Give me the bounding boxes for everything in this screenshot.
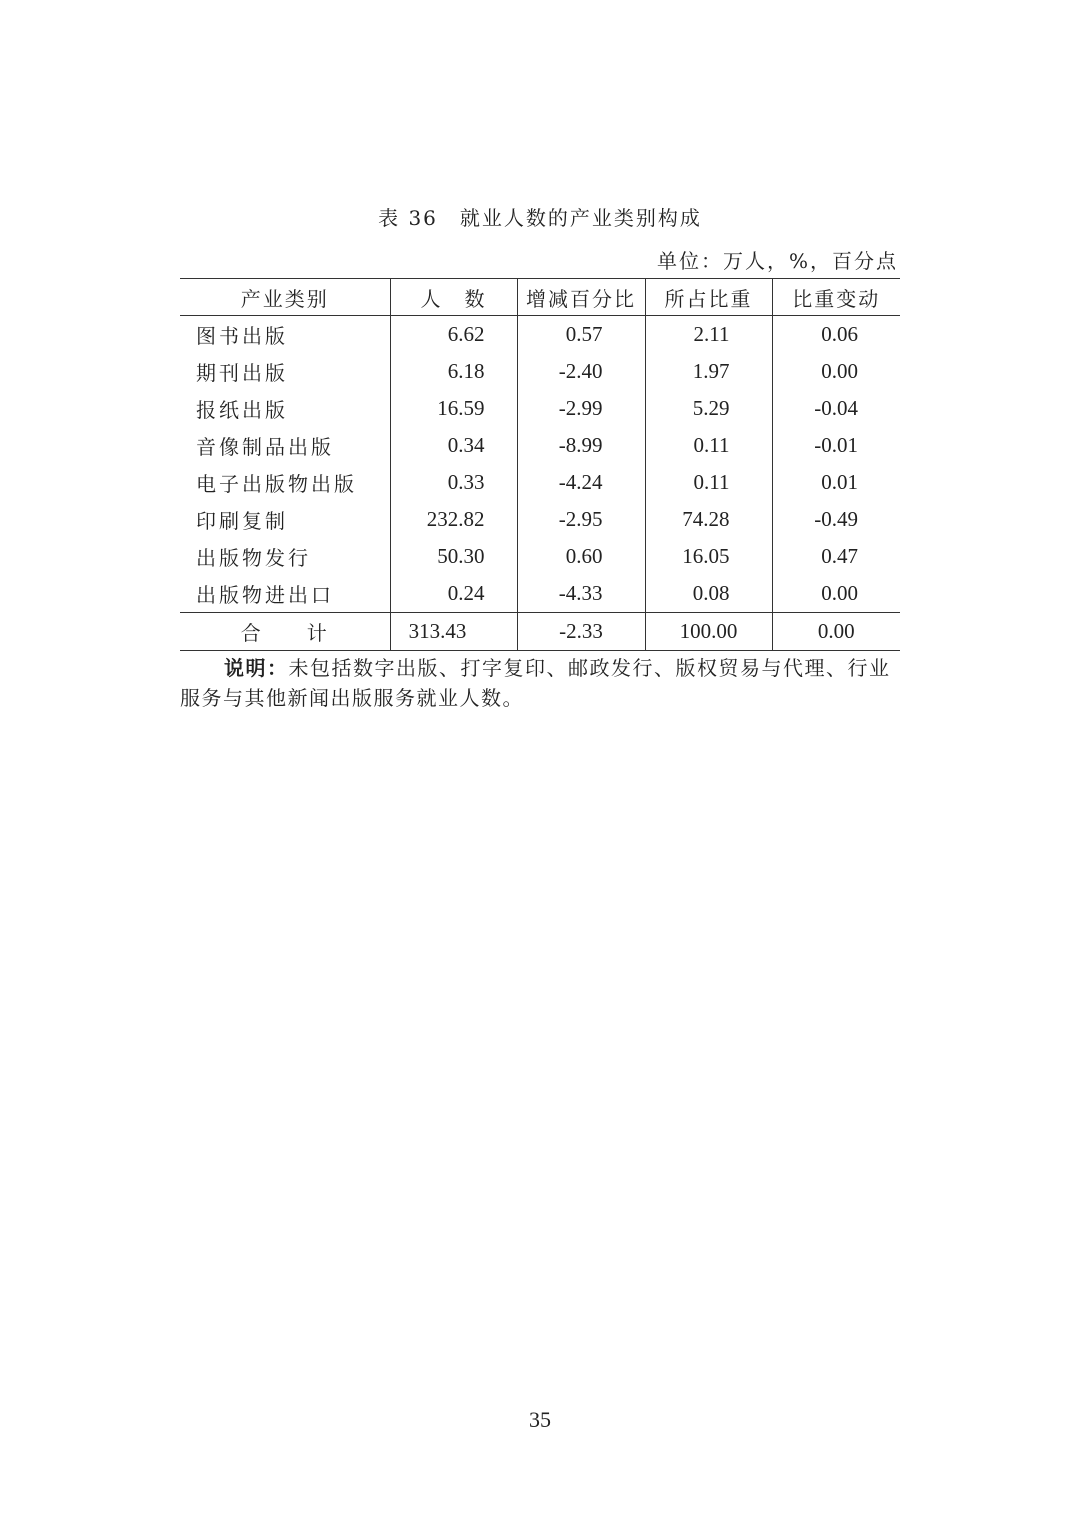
header-change-pct: 增减百分比: [517, 279, 645, 316]
category-cell: 印刷复制: [196, 509, 288, 533]
total-count-cell: 313.43: [390, 613, 517, 651]
change-pct-cell: -2.99: [517, 390, 645, 427]
share-cell: 1.97: [645, 353, 772, 390]
count-cell: 0.33: [390, 464, 517, 501]
change-pct-cell: -8.99: [517, 427, 645, 464]
share-change-cell: 0.47: [772, 538, 900, 575]
category-cell: 电子出版物出版: [196, 472, 357, 496]
category-cell: 图书出版: [196, 324, 288, 348]
table-row: [180, 353, 900, 390]
share-change-cell: -0.49: [772, 501, 900, 538]
header-share-change: 比重变动: [772, 279, 900, 316]
change-pct-cell: -4.33: [517, 575, 645, 613]
count-cell: 6.18: [390, 353, 517, 390]
header-row: [180, 279, 900, 316]
total-share-cell: 100.00: [645, 613, 772, 651]
header-category: 产业类别: [240, 286, 329, 311]
count-cell: 0.34: [390, 427, 517, 464]
share-cell: 74.28: [645, 501, 772, 538]
share-cell: 0.08: [645, 575, 772, 613]
table-row: [180, 390, 900, 427]
change-pct-cell: -4.24: [517, 464, 645, 501]
change-pct-cell: 0.57: [517, 316, 645, 354]
category-cell: 音像制品出版: [196, 435, 334, 459]
table-row: [180, 538, 900, 575]
change-pct-cell: 0.60: [517, 538, 645, 575]
employment-table: [180, 278, 900, 651]
category-cell: 出版物进出口: [196, 583, 334, 607]
table-row: [180, 427, 900, 464]
share-cell: 2.11: [645, 316, 772, 354]
category-cell: 期刊出版: [196, 361, 288, 385]
unit-label: 单位：万人，%，百分点: [656, 249, 898, 273]
share-change-cell: 0.06: [772, 316, 900, 354]
share-cell: 0.11: [645, 427, 772, 464]
share-change-cell: 0.00: [772, 575, 900, 613]
table-row: [180, 575, 900, 613]
table-row: [180, 316, 900, 354]
total-row: [180, 613, 900, 651]
table-title: 表 36 就业人数的产业类别构成: [378, 206, 702, 230]
count-cell: 16.59: [390, 390, 517, 427]
category-cell: 报纸出版: [196, 398, 288, 422]
share-change-cell: 0.00: [772, 353, 900, 390]
note-label: 说明：: [224, 656, 289, 680]
count-cell: 6.62: [390, 316, 517, 354]
table-row: [180, 501, 900, 538]
total-change-pct-cell: -2.33: [517, 613, 645, 651]
change-pct-cell: -2.95: [517, 501, 645, 538]
header-share: 所占比重: [645, 279, 772, 316]
category-cell: 出版物发行: [196, 546, 311, 570]
share-change-cell: 0.01: [772, 464, 900, 501]
change-pct-cell: -2.40: [517, 353, 645, 390]
total-label: 合 计: [240, 621, 329, 645]
share-cell: 16.05: [645, 538, 772, 575]
share-cell: 0.11: [645, 464, 772, 501]
table-note: [180, 653, 900, 713]
count-cell: 0.24: [390, 575, 517, 613]
page-number: 35: [529, 1407, 551, 1432]
count-cell: 232.82: [390, 501, 517, 538]
share-change-cell: -0.04: [772, 390, 900, 427]
share-cell: 5.29: [645, 390, 772, 427]
note-text: 未包括数字出版、打字复印、邮政发行、版权贸易与代理、行业服务与其他新闻出版服务就业人数。: [180, 656, 891, 710]
share-change-cell: -0.01: [772, 427, 900, 464]
header-count: 人 数: [390, 279, 517, 316]
count-cell: 50.30: [390, 538, 517, 575]
table-row: [180, 464, 900, 501]
total-share-change-cell: 0.00: [772, 613, 900, 651]
